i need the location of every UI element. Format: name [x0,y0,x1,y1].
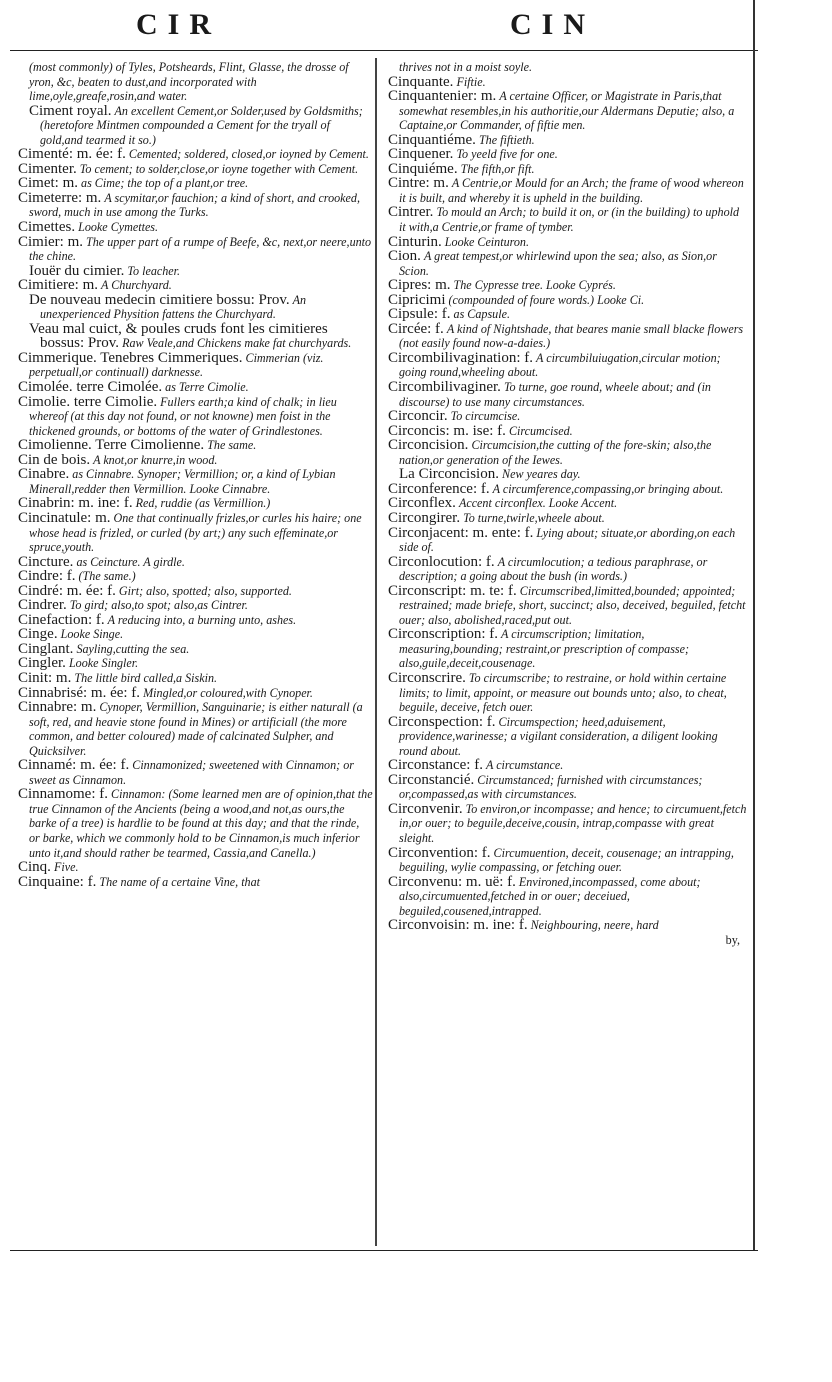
entry-definition: The little bird called,a Siskin. [74,670,218,685]
dictionary-entry [18,60,373,104]
entry-definition: Lying about; situate,or abording,on each side of. [399,525,736,555]
entry-headword: Circonspection: f. [388,713,496,730]
dictionary-entry [18,511,373,555]
dictionary-entry [18,642,373,657]
entry-definition: A circumbiluiugation,circular motion; going round,wheeling about. [399,350,721,380]
footer-rule [10,1250,758,1251]
entry-definition: Circumcised. [508,423,573,438]
entry-headword: Cinquaine: f. [18,873,97,890]
entry-headword: Cinturin. [388,233,442,250]
dictionary-entry [18,584,373,599]
dictionary-entry [18,351,373,380]
dictionary-entry [18,395,373,439]
dictionary-entry [388,482,748,497]
dictionary-entry [388,351,748,380]
entry-definition: as Capsule. [453,307,510,322]
left-column [18,60,373,1248]
entry-definition: Circumstanced; furnished with circumstances; or,compassed,as with circumstances. [399,772,703,802]
entry-headword: Cipres: m. [388,277,451,294]
entry-definition: The name of a certaine Vine, that [99,874,261,889]
dictionary-entry [388,715,748,759]
dictionary-entry [18,380,373,395]
entry-headword: Cinnamé: m. ée: f. [18,757,130,774]
dictionary-entry [18,627,373,642]
entry-headword: Circonscription: f. [388,626,498,643]
entry-definition: A certaine Officer, or Magistrate in Paris,that somewhat resembles,in his authoritie,our Aldermans Deputie; also, a Captaine,or Commander, of fiftie men. [399,89,735,133]
entry-headword: Circée: f. [388,320,444,337]
entry-definition: Looke Singler. [68,656,139,671]
entry-headword: Iouër du cimier. [29,262,125,279]
entry-headword: Cimet: m. [18,175,78,192]
entry-headword: Circonvenu: m. uë: f. [388,873,516,890]
dictionary-entry [18,496,373,511]
entry-headword: Cincinatule: m. [18,509,111,526]
entry-definition: as Terre Cimolie. [165,380,249,395]
entry-definition: To gird; also,to spot; also,as Cintrer. [69,598,248,613]
dictionary-entry [388,627,748,671]
entry-headword: Cimolée. terre Cimolée. [18,379,163,396]
entry-headword: De nouveau medecin cimitiere bossu: Prov. [29,291,290,308]
entry-headword: Cinnamome: f. [18,786,108,803]
entry-definition: To leacher. [127,263,181,278]
entry-definition: To environ,or incompasse; and hence; to circumuent,fetch in,or ouer; to beguile,deceive,cousin, intrap,compasse with great sleight. [399,801,747,845]
entry-definition: A Centrie,or Mould for an Arch; the frame of wood whereon it is built, and whereby it is upheld in the building. [399,176,744,205]
entry-definition: Girt; also, spotted; also, supported. [118,583,292,598]
entry-definition: Raw Veale,and Chickens make fat churchyards. [122,336,352,351]
entry-definition: Looke Cymettes. [78,220,159,235]
entry-headword: Cimmerique. Tenebres Cimmeriques. [18,349,243,366]
entry-headword: Cimenté: m. ée: f. [18,146,126,163]
entry-definition: A circumference,compassing,or bringing about. [492,481,724,496]
entry-headword: Cimenter. [18,160,77,177]
entry-definition: The Cypresse tree. Looke Cyprés. [453,278,616,293]
entry-definition: (most commonly) of Tyles, Potsheards, Flint, Glasse, the drosse of yron, &c, beaten to dust,and incorporated with lime,oyle,greafe,rosin,and water. [29,60,349,104]
entry-definition: To turne,twirle,wheele about. [463,510,605,525]
dictionary-entry [388,322,748,351]
dictionary-entry [388,467,748,482]
entry-headword: Cintrer. [388,204,434,221]
running-head-right: CIN [510,8,596,41]
entry-definition: Cinnamon: (Some learned men are of opinion,that the true Cinnamon of the Ancients (being a wood,and not,as ours,the barke of a tree) is hardlie to be found at this day; and that the rinde, or barke, which we commonly hold to be Cinnamon,is much inferior unto it,and should rather be tearmed, Cassia,and Canella.) [29,787,373,860]
entry-headword: Cingler. [18,655,66,672]
entry-headword: Cinquiéme. [388,160,458,177]
entry-definition: Fullers earth;a kind of chalk; in lieu whereof (at this day not found, or not knowne) men foist in the thickened grounds, or bottoms of the water of Grindlestones. [29,394,337,438]
dictionary-entry [18,656,373,671]
entry-headword: Cinquantenier: m. [388,88,497,105]
dictionary-entry [18,322,373,351]
dictionary-entry [388,409,748,424]
entry-definition: A knot,or knurre,in wood. [93,452,218,467]
dictionary-entry [18,700,373,758]
entry-definition: The fifth,or fift. [460,161,535,176]
entry-definition: as Cime; the top of a plant,or tree. [81,176,249,191]
dictionary-entry [388,424,748,439]
entry-headword: Cinabre. [18,466,70,483]
dictionary-entry [388,584,748,628]
entry-definition: To circumscribe; to restraine, or hold within certaine limits; to limit, appoint, or measure out bounds unto; also, to cheat, beguile, deceive, fetch ouer. [399,670,727,715]
dictionary-entry [388,846,748,875]
entry-headword: Circonlocution: f. [388,553,495,570]
entry-headword: Cimeterre: m. [18,189,102,206]
entry-headword: Cinabrin: m. ine: f. [18,495,133,512]
entry-headword: Cimier: m. [18,233,83,250]
entry-headword: Circonvention: f. [388,844,491,861]
page-edge-rule [753,0,755,1250]
entry-headword: Cinquantiéme. [388,131,476,148]
dictionary-entry [18,569,373,584]
entry-definition: Red, ruddie (as Vermillion.) [135,496,271,511]
dictionary-entry [18,598,373,613]
dictionary-entry [18,467,373,496]
entry-definition: New yeares day. [502,467,581,482]
dictionary-entry [388,918,748,933]
entry-definition: Five. [53,860,79,875]
dictionary-entry [18,686,373,701]
dictionary-entry [18,293,373,322]
entry-definition: (compounded of foure words.) Looke Ci. [448,292,645,307]
entry-definition: A circumstance. [486,758,564,773]
entry-headword: Cinnabre: m. [18,699,97,716]
entry-headword: Circonscrire. [388,669,466,686]
entry-headword: Cinquener. [388,146,454,163]
dictionary-entry [388,802,748,846]
entry-definition: To mould an Arch; to build it on, or (in the building) to uphold it with,a Centrie,or frame of tymber. [399,205,740,235]
dictionary-entry [388,235,748,250]
entry-headword: Circonstancié. [388,771,475,788]
entry-definition: To yeeld five for one. [456,147,558,162]
dictionary-entry [388,438,748,467]
entry-headword: Circonvenir. [388,800,463,817]
entry-definition: The fiftieth. [478,132,535,147]
dictionary-entry [388,758,748,773]
dictionary-entry [18,235,373,264]
entry-headword: Circoncis: m. ise: f. [388,422,506,439]
entry-headword: Circoncision. [388,437,469,454]
entry-headword: Cimolie. terre Cimolie. [18,393,158,410]
running-head-left: CIR [136,8,222,41]
entry-definition: Looke Ceinturon. [444,234,529,249]
dictionary-entry [388,875,748,919]
entry-headword: Veau mal cuict, & poules cruds font les cimitieres bossus: Prov. [29,320,328,352]
entry-headword: Circongirer. [388,509,461,526]
dictionary-entry [18,264,373,279]
entry-headword: Cion. [388,248,421,265]
entry-headword: Cinglant. [18,640,74,657]
dictionary-entry [18,278,373,293]
dictionary-entry [18,220,373,235]
entry-headword: Cimitiere: m. [18,277,98,294]
entry-definition: A kind of Nightshade, that beares manie small blacke flowers (not easily found now-a-daies.) [399,321,744,351]
entry-definition: An excellent Cement,or Solder,used by Goldsmiths; (heretofore Mintmen compounded a Cement for the tryall of gold,and tearmed it so.) [40,103,363,147]
entry-definition: An unexperienced Physition fattens the Churchyard. [40,292,307,322]
entry-definition: Cimmerian (viz. perpetuall,or continuall) darknesse. [29,350,324,380]
entry-definition: thrives not in a moist soyle. [399,60,533,74]
entry-definition: One that continually frizles,or curles his haire; one whose head is frizled, or curled (by art;) any such effeminate,or spruce,youth. [29,510,362,555]
entry-definition: To cement; to solder,close,or ioyne together with Cement. [79,161,359,176]
entry-headword: Cinit: m. [18,669,72,686]
entry-headword: Circombilivagination: f. [388,349,533,366]
entry-definition: A Churchyard. [101,278,172,293]
dictionary-entry [388,147,748,162]
dictionary-entry [388,60,748,75]
entry-definition: To circumcise. [450,409,521,424]
entry-headword: Cimettes. [18,219,76,236]
entry-headword: Cinge. [18,626,58,643]
entry-definition: as Ceincture. A girdle. [76,554,185,569]
dictionary-entry [388,293,748,308]
dictionary-entry [388,176,748,205]
dictionary-entry [18,104,373,148]
entry-definition: Cemented; soldered, closed,or ioyned by Cement. [128,147,369,162]
dictionary-entry [388,526,748,555]
entry-headword: Cindré: m. ée: f. [18,582,116,599]
entry-definition: A circumscription; limitation, measuring,bounding; restraint,or prescription of compasse; also,guile,deceit,cousenage. [399,627,690,671]
entry-headword: Cindre: f. [18,568,76,585]
entry-headword: Circoncir. [388,408,448,425]
entry-definition: The same. [207,438,257,453]
entry-headword: Cipricimi [388,291,446,308]
entry-definition: (The same.) [78,569,136,584]
dictionary-entry [18,671,373,686]
dictionary-entry [18,191,373,220]
dictionary-entry [388,133,748,148]
entry-definition: Circumuention, deceit, cousenage; an intrapping, beguiling, wylie compassing, or fetching ouer. [399,845,734,875]
dictionary-entry [388,162,748,177]
dictionary-entry [18,162,373,177]
dictionary-entry [18,875,373,890]
dictionary-entry [388,205,748,234]
dictionary-entry [18,860,373,875]
dictionary-entry [18,787,373,860]
entry-definition: Cynoper, Vermillion, Sanguinarie; is either naturall (a soft, red, and heavie stone found in Mines) or artificiall (the more common, and better coloured) made of calcinated Sulpher, and Quicksilver. [29,700,363,758]
entry-headword: Cinnabrisé: m. ée: f. [18,684,141,701]
entry-headword: Circonstance: f. [388,757,483,774]
entry-definition: A scymitar,or fauchion; a kind of short, and crooked, sword, much in use among the Turks. [29,190,360,220]
right-column [388,60,748,1248]
dictionary-entry [388,496,748,511]
column-divider [375,58,377,1246]
entry-definition: Cinnamonized; sweetened with Cinnamon; or sweet as Cinnamon. [29,758,354,787]
dictionary-entry [388,671,748,715]
entry-headword: Circonflex. [388,495,456,512]
dictionary-entry [388,75,748,90]
entry-headword: Cinquante. [388,73,454,90]
dictionary-entry [388,89,748,133]
entry-definition: Mingled,or coloured,with Cynoper. [143,685,313,700]
dictionary-entry [18,758,373,787]
entry-definition: The upper part of a rumpe of Beefe, &c, next,or neere,unto the chine. [29,234,372,264]
entry-headword: Cinefaction: f. [18,611,105,628]
entry-headword: Circombilivaginer. [388,379,501,396]
entry-definition: Looke Singe. [60,627,124,642]
entry-definition: Neighbouring, neere, hard [530,918,659,933]
entry-definition: Circumcision,the cutting of the fore-skin; also,the nation,or generation of the Iewes. [399,438,712,467]
entry-headword: Circonjacent: m. ente: f. [388,524,534,541]
dictionary-entry [388,555,748,584]
entry-definition: Accent circonflex. Looke Accent. [458,496,618,511]
dictionary-entry [18,176,373,191]
dictionary-entry [388,278,748,293]
entry-headword: Cintre: m. [388,175,449,192]
dictionary-entry [388,307,748,322]
entry-definition: Circumspection; heed,aduisement, providence,warinesse; a vigilant consideration, a diligent looking round about. [399,714,718,758]
dictionary-entry [388,380,748,409]
entry-definition: A reducing into, a burning unto, ashes. [107,612,297,627]
entry-definition: Fiftie. [456,74,486,89]
entry-headword: Cipsule: f. [388,306,451,323]
entry-definition: Circumscribed,limitted,bounded; appointed; restrained; made briefe, short, succinct; also, deceived, beguiled, fetcht ouer; also, abolished,raced,put out. [399,583,746,627]
dictionary-entry [388,249,748,278]
dictionary-entry [388,773,748,802]
header-rule [10,50,758,51]
entry-headword: Cincture. [18,553,74,570]
entry-definition: Sayling,cutting the sea. [76,641,190,656]
entry-definition: To turne, goe round, wheele about; and (in discourse) to use many circumstances. [399,380,711,409]
dictionary-entry [18,453,373,468]
entry-definition: A circumlocution; a tedious paraphrase, or description; a going about the bush (in words.) [399,554,708,584]
dictionary-entry [18,555,373,570]
entry-definition: as Cinnabre. Synoper; Vermillion; or, a kind of Lybian Minerall,redder then Vermillion. Looke Cinnabre. [29,467,336,496]
entry-headword: Circonference: f. [388,480,490,497]
dictionary-entry [18,147,373,162]
entry-headword: Cin de bois. [18,451,91,468]
entry-definition: Environed,incompassed, come about; also,circumuented,fetched in or ouer; deceiued, beguiled,cousened,intrapped. [399,874,701,918]
entry-definition: A great tempest,or whirlewind upon the sea; also, as Sion,or Scion. [399,249,717,278]
entry-headword: Cinq. [18,859,51,876]
entry-headword: Cimolienne. Terre Cimolienne. [18,437,205,454]
entry-headword: Circonvoisin: m. ine: f. [388,917,528,934]
entry-headword: Cindrer. [18,597,67,614]
entry-headword: Circonscript: m. te: f. [388,582,517,599]
dictionary-entry [18,613,373,628]
entry-headword: La Circoncision. [399,466,499,483]
catchword: by, [725,932,740,947]
dictionary-entry [18,438,373,453]
dictionary-entry [388,511,748,526]
entry-headword: Ciment royal. [29,102,112,119]
